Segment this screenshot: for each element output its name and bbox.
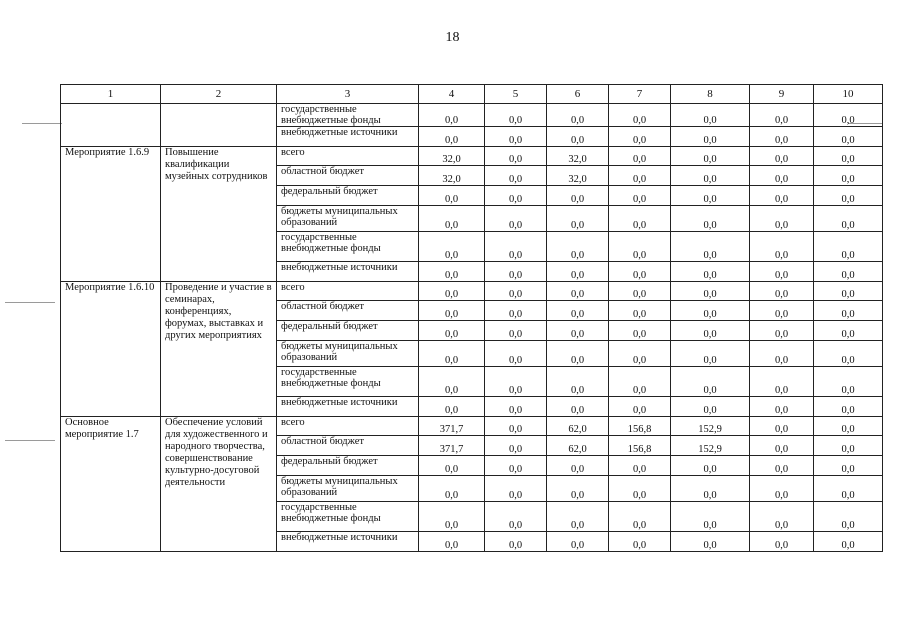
amount-cell: 0,0 bbox=[671, 166, 750, 186]
funding-source-cell: федеральный бюджет bbox=[277, 456, 419, 476]
amount-cell: 0,0 bbox=[750, 104, 814, 127]
funding-source-cell: областной бюджет bbox=[277, 436, 419, 456]
amount-cell: 0,0 bbox=[671, 341, 750, 367]
amount-cell: 0,0 bbox=[750, 532, 814, 552]
amount-cell: 0,0 bbox=[485, 127, 547, 147]
funding-source-cell: внебюджетные источники bbox=[277, 532, 419, 552]
amount-cell: 0,0 bbox=[609, 262, 671, 282]
amount-cell: 156,8 bbox=[609, 436, 671, 456]
amount-cell: 0,0 bbox=[547, 232, 609, 262]
amount-cell: 32,0 bbox=[419, 166, 485, 186]
funding-source-cell: внебюджетные источники bbox=[277, 127, 419, 147]
amount-cell: 0,0 bbox=[671, 502, 750, 532]
amount-cell: 0,0 bbox=[750, 166, 814, 186]
amount-cell: 0,0 bbox=[750, 186, 814, 206]
amount-cell: 0,0 bbox=[671, 206, 750, 232]
amount-cell: 0,0 bbox=[750, 456, 814, 476]
funding-source-cell: всего bbox=[277, 417, 419, 436]
amount-cell: 0,0 bbox=[485, 456, 547, 476]
amount-cell: 0,0 bbox=[485, 417, 547, 436]
amount-cell: 0,0 bbox=[671, 147, 750, 166]
header-cell: 2 bbox=[161, 85, 277, 104]
amount-cell: 0,0 bbox=[609, 532, 671, 552]
amount-cell: 0,0 bbox=[547, 104, 609, 127]
amount-cell: 0,0 bbox=[547, 532, 609, 552]
amount-cell: 0,0 bbox=[609, 301, 671, 321]
amount-cell: 0,0 bbox=[609, 321, 671, 341]
amount-cell: 0,0 bbox=[547, 262, 609, 282]
amount-cell: 0,0 bbox=[419, 397, 485, 417]
amount-cell: 0,0 bbox=[671, 104, 750, 127]
amount-cell: 0,0 bbox=[609, 166, 671, 186]
amount-cell: 0,0 bbox=[814, 417, 883, 436]
amount-cell: 0,0 bbox=[671, 532, 750, 552]
amount-cell: 0,0 bbox=[485, 282, 547, 301]
amount-cell: 0,0 bbox=[750, 206, 814, 232]
amount-cell: 0,0 bbox=[814, 104, 883, 127]
measure-name-cell: Повышение квалификации музейных сотрудников bbox=[161, 147, 277, 282]
budget-table bbox=[60, 84, 883, 552]
amount-cell: 0,0 bbox=[485, 262, 547, 282]
amount-cell: 32,0 bbox=[547, 147, 609, 166]
amount-cell: 62,0 bbox=[547, 436, 609, 456]
measure-code-cell bbox=[61, 104, 161, 147]
amount-cell: 0,0 bbox=[671, 232, 750, 262]
amount-cell: 32,0 bbox=[419, 147, 485, 166]
amount-cell: 0,0 bbox=[750, 232, 814, 262]
amount-cell: 0,0 bbox=[750, 367, 814, 397]
amount-cell: 0,0 bbox=[485, 532, 547, 552]
amount-cell: 0,0 bbox=[750, 127, 814, 147]
amount-cell: 0,0 bbox=[671, 321, 750, 341]
funding-source-cell: всего bbox=[277, 147, 419, 166]
funding-source-cell: государственные внебюджетные фонды bbox=[277, 502, 419, 532]
amount-cell: 0,0 bbox=[671, 397, 750, 417]
measure-name-cell: Проведение и участие в семинарах, конференциях, форумах, выставках и других мероприятиях bbox=[161, 282, 277, 417]
scan-artifact-line bbox=[22, 123, 62, 124]
amount-cell: 0,0 bbox=[750, 321, 814, 341]
header-cell: 6 bbox=[547, 85, 609, 104]
funding-source-cell: бюджеты муниципальных образований bbox=[277, 206, 419, 232]
amount-cell: 0,0 bbox=[671, 476, 750, 502]
amount-cell: 0,0 bbox=[609, 502, 671, 532]
amount-cell: 0,0 bbox=[547, 367, 609, 397]
amount-cell: 0,0 bbox=[609, 104, 671, 127]
funding-source-cell: внебюджетные источники bbox=[277, 397, 419, 417]
amount-cell: 0,0 bbox=[419, 186, 485, 206]
header-cell: 10 bbox=[814, 85, 883, 104]
amount-cell: 0,0 bbox=[419, 282, 485, 301]
amount-cell: 152,9 bbox=[671, 417, 750, 436]
funding-source-cell: областной бюджет bbox=[277, 301, 419, 321]
amount-cell: 0,0 bbox=[671, 127, 750, 147]
funding-source-cell: бюджеты муниципальных образований bbox=[277, 476, 419, 502]
amount-cell: 0,0 bbox=[547, 321, 609, 341]
measure-code-cell: Основное мероприятие 1.7 bbox=[61, 417, 161, 552]
amount-cell: 0,0 bbox=[814, 341, 883, 367]
amount-cell: 0,0 bbox=[485, 104, 547, 127]
amount-cell: 0,0 bbox=[750, 417, 814, 436]
measure-name-cell bbox=[161, 104, 277, 147]
amount-cell: 371,7 bbox=[419, 436, 485, 456]
amount-cell: 0,0 bbox=[814, 321, 883, 341]
amount-cell: 0,0 bbox=[547, 456, 609, 476]
amount-cell: 0,0 bbox=[419, 367, 485, 397]
table-row bbox=[61, 147, 883, 166]
amount-cell: 0,0 bbox=[814, 301, 883, 321]
amount-cell: 0,0 bbox=[419, 127, 485, 147]
amount-cell: 0,0 bbox=[671, 367, 750, 397]
header-row bbox=[61, 85, 883, 104]
amount-cell: 0,0 bbox=[671, 301, 750, 321]
amount-cell: 0,0 bbox=[485, 397, 547, 417]
amount-cell: 0,0 bbox=[750, 262, 814, 282]
amount-cell: 0,0 bbox=[547, 476, 609, 502]
amount-cell: 0,0 bbox=[814, 127, 883, 147]
amount-cell: 0,0 bbox=[750, 282, 814, 301]
amount-cell: 152,9 bbox=[671, 436, 750, 456]
amount-cell: 0,0 bbox=[609, 186, 671, 206]
funding-source-cell: государственные внебюджетные фонды bbox=[277, 232, 419, 262]
amount-cell: 0,0 bbox=[814, 502, 883, 532]
table-body bbox=[61, 104, 883, 552]
amount-cell: 0,0 bbox=[671, 456, 750, 476]
amount-cell: 0,0 bbox=[547, 127, 609, 147]
amount-cell: 0,0 bbox=[609, 232, 671, 262]
amount-cell: 0,0 bbox=[814, 262, 883, 282]
amount-cell: 0,0 bbox=[485, 186, 547, 206]
header-cell: 8 bbox=[671, 85, 750, 104]
scan-artifact-line bbox=[5, 302, 55, 303]
amount-cell: 0,0 bbox=[485, 232, 547, 262]
amount-cell: 0,0 bbox=[547, 341, 609, 367]
measure-code-cell: Мероприятие 1.6.9 bbox=[61, 147, 161, 282]
amount-cell: 0,0 bbox=[750, 476, 814, 502]
header-cell: 5 bbox=[485, 85, 547, 104]
amount-cell: 0,0 bbox=[419, 321, 485, 341]
table-row bbox=[61, 104, 883, 127]
header-cell: 4 bbox=[419, 85, 485, 104]
page-number: 18 bbox=[445, 30, 460, 45]
amount-cell: 0,0 bbox=[609, 367, 671, 397]
amount-cell: 0,0 bbox=[485, 166, 547, 186]
amount-cell: 0,0 bbox=[419, 301, 485, 321]
funding-source-cell: государственные внебюджетные фонды bbox=[277, 367, 419, 397]
amount-cell: 0,0 bbox=[750, 301, 814, 321]
amount-cell: 0,0 bbox=[671, 282, 750, 301]
amount-cell: 0,0 bbox=[671, 186, 750, 206]
amount-cell: 0,0 bbox=[419, 502, 485, 532]
funding-source-cell: всего bbox=[277, 282, 419, 301]
amount-cell: 0,0 bbox=[609, 397, 671, 417]
amount-cell: 0,0 bbox=[547, 186, 609, 206]
amount-cell: 0,0 bbox=[419, 456, 485, 476]
amount-cell: 0,0 bbox=[419, 206, 485, 232]
amount-cell: 0,0 bbox=[750, 397, 814, 417]
amount-cell: 0,0 bbox=[485, 341, 547, 367]
amount-cell: 0,0 bbox=[609, 456, 671, 476]
amount-cell: 0,0 bbox=[419, 476, 485, 502]
header-cell: 1 bbox=[61, 85, 161, 104]
amount-cell: 0,0 bbox=[609, 147, 671, 166]
funding-source-cell: государственные внебюджетные фонды bbox=[277, 104, 419, 127]
amount-cell: 0,0 bbox=[485, 436, 547, 456]
amount-cell: 0,0 bbox=[609, 341, 671, 367]
measure-name-cell: Обеспечение условий для художественного и народного творчества, совершенствование культурно-досуговой деятельности bbox=[161, 417, 277, 552]
scan-artifact-line bbox=[5, 440, 55, 441]
amount-cell: 32,0 bbox=[547, 166, 609, 186]
table-row bbox=[61, 417, 883, 436]
amount-cell: 0,0 bbox=[547, 206, 609, 232]
funding-source-cell: федеральный бюджет bbox=[277, 321, 419, 341]
amount-cell: 0,0 bbox=[547, 397, 609, 417]
amount-cell: 0,0 bbox=[419, 232, 485, 262]
amount-cell: 0,0 bbox=[419, 104, 485, 127]
amount-cell: 0,0 bbox=[485, 367, 547, 397]
amount-cell: 371,7 bbox=[419, 417, 485, 436]
measure-code-cell: Мероприятие 1.6.10 bbox=[61, 282, 161, 417]
amount-cell: 0,0 bbox=[485, 206, 547, 232]
amount-cell: 0,0 bbox=[814, 397, 883, 417]
amount-cell: 0,0 bbox=[750, 436, 814, 456]
amount-cell: 0,0 bbox=[485, 321, 547, 341]
amount-cell: 0,0 bbox=[814, 206, 883, 232]
amount-cell: 0,0 bbox=[419, 532, 485, 552]
funding-source-cell: областной бюджет bbox=[277, 166, 419, 186]
amount-cell: 0,0 bbox=[419, 341, 485, 367]
amount-cell: 0,0 bbox=[814, 476, 883, 502]
amount-cell: 0,0 bbox=[609, 476, 671, 502]
amount-cell: 0,0 bbox=[814, 367, 883, 397]
amount-cell: 0,0 bbox=[814, 166, 883, 186]
amount-cell: 0,0 bbox=[547, 282, 609, 301]
amount-cell: 156,8 bbox=[609, 417, 671, 436]
amount-cell: 0,0 bbox=[485, 476, 547, 502]
amount-cell: 0,0 bbox=[485, 147, 547, 166]
funding-source-cell: внебюджетные источники bbox=[277, 262, 419, 282]
amount-cell: 0,0 bbox=[419, 262, 485, 282]
amount-cell: 0,0 bbox=[750, 341, 814, 367]
amount-cell: 0,0 bbox=[547, 301, 609, 321]
amount-cell: 0,0 bbox=[609, 206, 671, 232]
amount-cell: 0,0 bbox=[485, 502, 547, 532]
header-cell: 3 bbox=[277, 85, 419, 104]
amount-cell: 0,0 bbox=[814, 186, 883, 206]
amount-cell: 0,0 bbox=[814, 147, 883, 166]
amount-cell: 0,0 bbox=[750, 502, 814, 532]
amount-cell: 0,0 bbox=[609, 282, 671, 301]
table-row bbox=[61, 282, 883, 301]
amount-cell: 0,0 bbox=[814, 532, 883, 552]
amount-cell: 0,0 bbox=[750, 147, 814, 166]
amount-cell: 0,0 bbox=[814, 232, 883, 262]
amount-cell: 0,0 bbox=[547, 502, 609, 532]
amount-cell: 0,0 bbox=[814, 282, 883, 301]
amount-cell: 0,0 bbox=[814, 436, 883, 456]
amount-cell: 0,0 bbox=[814, 456, 883, 476]
amount-cell: 0,0 bbox=[671, 262, 750, 282]
amount-cell: 0,0 bbox=[609, 127, 671, 147]
amount-cell: 62,0 bbox=[547, 417, 609, 436]
header-cell: 7 bbox=[609, 85, 671, 104]
header-cell: 9 bbox=[750, 85, 814, 104]
funding-source-cell: бюджеты муниципальных образований bbox=[277, 341, 419, 367]
funding-source-cell: федеральный бюджет bbox=[277, 186, 419, 206]
amount-cell: 0,0 bbox=[485, 301, 547, 321]
